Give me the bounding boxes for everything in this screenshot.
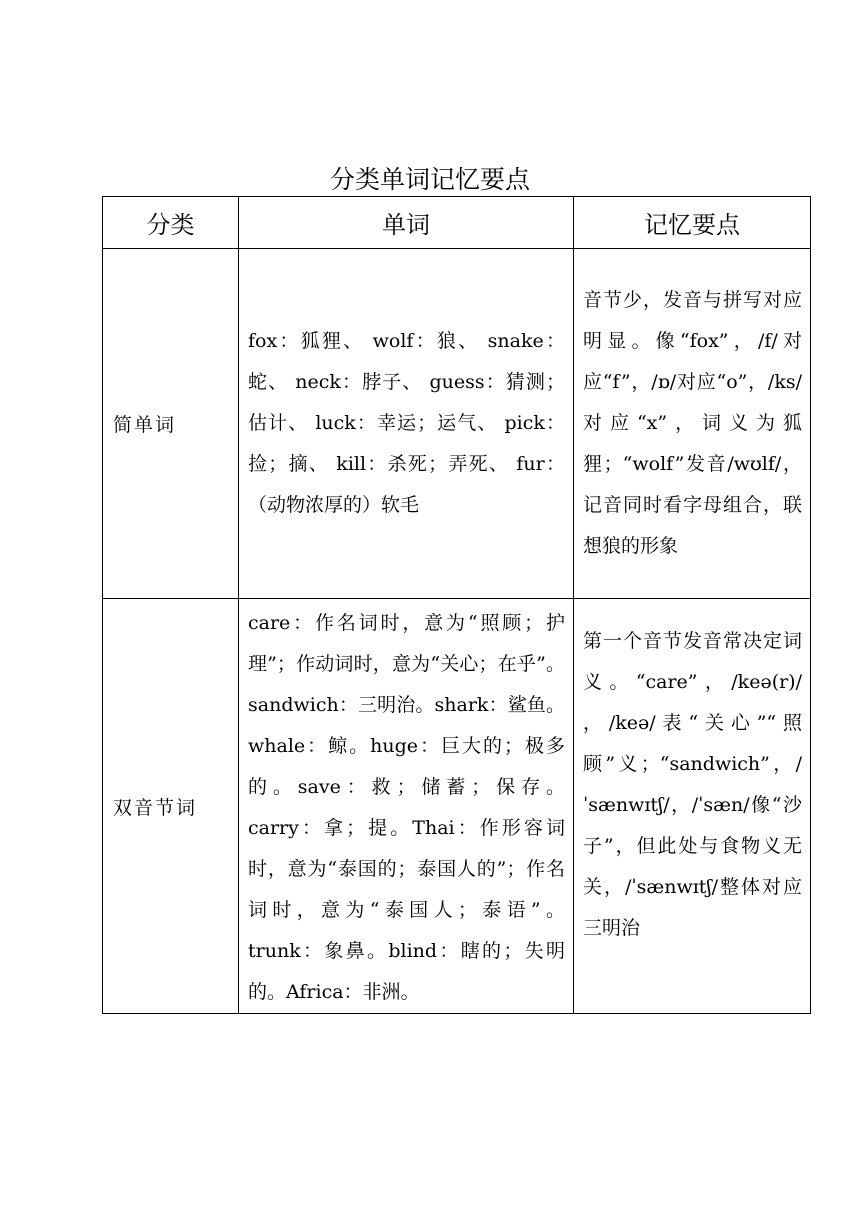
table-row <box>103 249 811 599</box>
table-header-row <box>103 197 811 249</box>
memory-tips-cell: 第一个音节发音常决定词义。“care”，/keə(r)/ ，/keə/表“关心”“照顾”义；“sandwich”，/ˈsænwɪtʃ/，/ˈsæn/像“沙子”，但此处与食物义无关，/ˈsænwɪtʃ/整体对应三明治 <box>574 599 811 1014</box>
page-title: 分类单词记忆要点 <box>329 165 530 194</box>
category-cell: 双音节词 <box>103 599 239 1014</box>
vocab-table <box>102 196 811 1014</box>
words-cell: fox：狐狸、 wolf：狼、 snake：蛇、 neck：脖子、 guess：猜测；估计、 luck：幸运；运气、 pick：捡；摘、 kill：杀死；弄死、 fur：（动物浓厚的）软毛 <box>239 249 574 599</box>
header-memory-tips: 记忆要点 <box>574 197 811 249</box>
memory-tips-cell: 音节少，发音与拼写对应明显。像“fox”，/f/对应“f”，/ɒ/对应“o”，/ks/对应“x”，词义为狐狸；“wolf”发音/wʊlf/，记音同时看字母组合，联想狼的形象 <box>574 249 811 599</box>
header-words: 单词 <box>239 197 574 249</box>
header-category: 分类 <box>103 197 239 249</box>
category-cell: 简单词 <box>103 249 239 599</box>
words-cell: care：作名词时，意为“照顾；护理”；作动词时，意为“关心；在乎”。sandwich：三明治。shark：鲨鱼。whale：鲸。huge：巨大的；极多的。save：救；储蓄；保存。carry：拿；提。Thai：作形容词时，意为“泰国的；泰国人的”；作名词时，意为“泰国人；泰语”。trunk：象鼻。blind：瞎的；失明的。Africa：非洲。 <box>239 599 574 1014</box>
table-row <box>103 599 811 1014</box>
